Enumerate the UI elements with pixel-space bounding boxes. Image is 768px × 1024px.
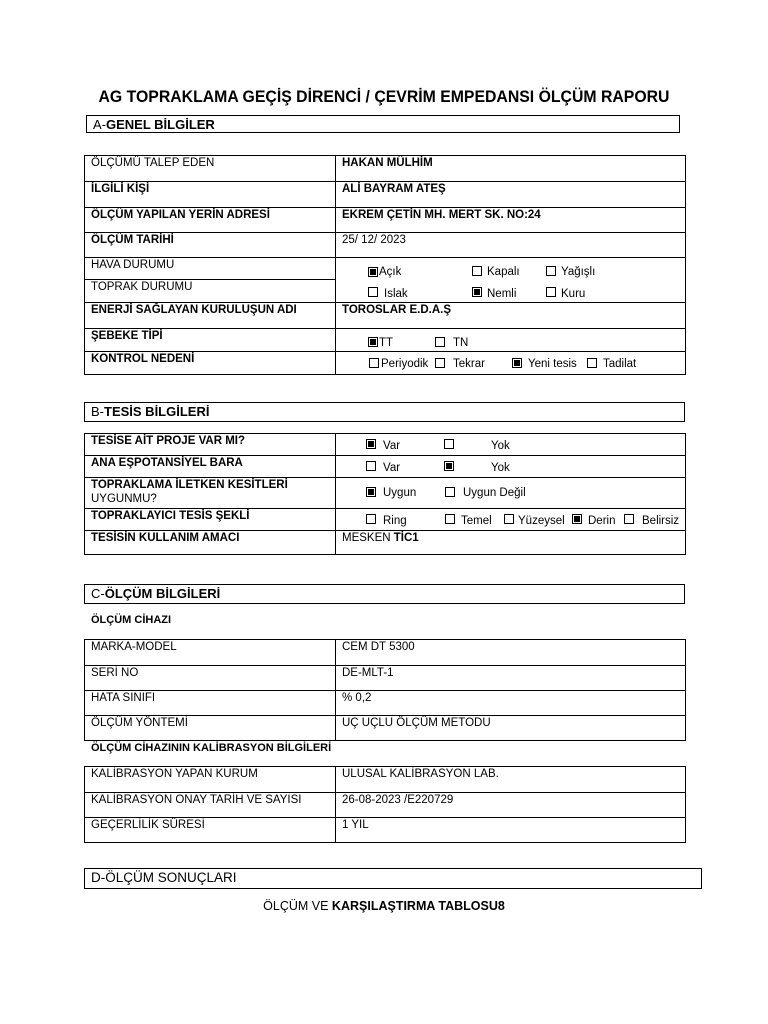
hava-kapali-checkbox[interactable] [472,266,482,276]
proje-var-checkbox[interactable] [366,439,376,449]
section-d-title: D-ÖLÇÜM SONUÇLARI [91,870,237,885]
kontrol-options [336,352,686,375]
sekil-ring-checkbox[interactable] [366,514,376,524]
calibration-table [84,766,686,843]
iletken-label-line2: UYGUNMU? [91,493,157,505]
sekil-yuzeysel-label: Yüzeysel [518,515,565,527]
comparison-table-title [0,899,768,913]
kontrol-tekrar-checkbox[interactable] [435,358,445,368]
adres-label: ÖLÇÜM YAPILAN YERİN ADRESİ [85,208,336,233]
section-b-prefix: B- [91,404,104,419]
kurum-value: TOROSLAR E.D.A.Ş [336,303,686,329]
proje-label: TESİSE AİT PROJE VAR MI? [85,434,336,456]
bara-options [336,456,686,478]
toprak-kuru-label: Kuru [561,288,586,300]
kontrol-tadilat-label: Tadilat [603,358,637,370]
section-b-header [84,402,685,422]
bara-label: ANA EŞPOTANSİYEL BARA [85,456,336,478]
kal-tarih-label: KALİBRASYON ONAY TARİH VE SAYISI [85,793,336,818]
iletken-uygun-label: Uygun [383,487,417,499]
bara-var-checkbox[interactable] [366,461,376,471]
proje-options [336,434,686,456]
section-c-header [84,584,685,604]
section-a-prefix: A- [93,117,106,132]
sebeke-label: ŞEBEKE TİPİ [85,329,336,352]
sebeke-tt-checkbox[interactable] [368,337,378,347]
iletken-uygundegil-checkbox[interactable] [445,487,455,497]
bara-yok-label: Yok [491,462,510,474]
adres-value: EKREM ÇETİN MH. MERT SK. NO:24 [336,208,686,233]
sekil-belirsiz-checkbox[interactable] [624,514,634,524]
hava-options [336,258,686,303]
seri-label: SERİ NO [85,666,336,691]
kisi-value: ALİ BAYRAM ATEŞ [336,182,686,208]
hata-value: % 0,2 [336,691,686,716]
kontrol-tekrar-label: Tekrar [453,358,485,370]
hava-yagisli-checkbox[interactable] [546,266,556,276]
sebeke-tt-label: TT [379,337,394,349]
device-table [84,639,686,741]
talep-label: ÖLÇÜMÜ TALEP EDEN [85,156,336,182]
tarih-label: ÖLÇÜM TARİHİ [85,233,336,258]
kal-sure-label: GEÇERLİLİK SÜRESİ [85,818,336,843]
kontrol-yenitesis-label: Yeni tesis [528,358,577,370]
amac-label: TESİSİN KULLANIM AMACI [85,531,336,555]
sekil-yuzeysel-checkbox[interactable] [504,514,514,524]
yontem-value: UÇ UÇLU ÖLÇÜM METODU [336,716,686,741]
kalibrasyon-heading: ÖLÇÜM CİHAZININ KALİBRASYON BİLGİLERİ [91,742,332,754]
marka-value: CEM DT 5300 [336,640,686,666]
hava-acik-label: Açık [379,266,402,278]
toprak-nemli-checkbox[interactable] [472,287,482,297]
kontrol-periyodik-checkbox[interactable] [369,358,379,368]
hava-label: HAVA DURUMU [85,258,336,280]
section-b-title: TESİS BİLGİLERİ [104,404,210,419]
section-c-title: ÖLÇÜM BİLGİLERİ [104,586,221,601]
toprak-label: TOPRAK DURUMU [85,279,336,302]
iletken-uygundegil-label: Uygun Değil [463,487,526,499]
yontem-label: ÖLÇÜM YÖNTEMİ [85,716,336,741]
section-a-header [86,115,680,133]
sekil-options [336,509,686,531]
kal-kurum-label: KALİBRASYON YAPAN KURUM [85,767,336,793]
sebeke-tn-label: TN [453,337,469,349]
seri-value: DE-MLT-1 [336,666,686,691]
amac-value [336,531,686,555]
hava-yagisli-label: Yağışlı [561,266,596,278]
proje-yok-label: Yok [491,440,510,452]
amac-value-code: TİC1 [393,532,419,544]
marka-label: MARKA-MODEL [85,640,336,666]
kontrol-periyodik-label: Periyodik [381,358,429,370]
sebeke-options [336,329,686,352]
sekil-label: TOPRAKLAYICI TESİS ŞEKLİ [85,509,336,531]
sekil-temel-checkbox[interactable] [445,514,455,524]
sekil-derin-label: Derin [588,515,616,527]
iletken-options [336,478,686,509]
tarih-value: 25/ 12/ 2023 [336,233,686,258]
bara-yok-checkbox[interactable] [444,461,454,471]
facility-info-table [84,433,686,555]
talep-value: HAKAN MÜLHİM [336,156,686,182]
kisi-label: İLGİLİ KİŞİ [85,182,336,208]
report-title: AG TOPRAKLAMA GEÇİŞ DİRENCİ / ÇEVRİM EMPEDANSI ÖLÇÜM RAPORU [98,87,670,106]
sekil-temel-label: Temel [461,515,492,527]
proje-var-label: Var [383,440,401,452]
section-a-title: GENEL BİLGİLER [106,117,215,132]
kontrol-label: KONTROL NEDENİ [85,352,336,375]
toprak-islak-label: Islak [384,288,408,300]
cihaz-heading: ÖLÇÜM CİHAZI [91,614,172,626]
toprak-kuru-checkbox[interactable] [546,287,556,297]
proje-yok-checkbox[interactable] [444,439,454,449]
sebeke-tn-checkbox[interactable] [435,337,445,347]
toprak-nemli-label: Nemli [487,288,517,300]
kal-kurum-value: ULUSAL KALİBRASYON LAB. [336,767,686,793]
kontrol-yenitesis-checkbox[interactable] [512,358,522,368]
sekil-belirsiz-label: Belirsiz [642,515,680,527]
iletken-label-line1: TOPRAKLAMA İLETKEN KESİTLERİ [91,479,288,491]
sekil-derin-checkbox[interactable] [572,514,582,524]
kal-tarih-value: 26-08-2023 /E220729 [336,793,686,818]
hava-kapali-label: Kapalı [487,266,520,278]
amac-value-main: MESKEN [342,532,394,544]
kontrol-tadilat-checkbox[interactable] [587,358,597,368]
toprak-islak-checkbox[interactable] [368,287,378,297]
sekil-ring-label: Ring [383,515,407,527]
kurum-label: ENERJİ SAĞLAYAN KURULUŞUN ADI [85,303,336,329]
iletken-label [85,478,336,509]
kal-sure-value: 1 YIL [336,818,686,843]
general-info-table [84,155,686,375]
section-d-header [84,868,702,889]
hata-label: HATA SINIFI [85,691,336,716]
iletken-uygun-checkbox[interactable] [366,487,376,497]
section-c-prefix: C- [91,586,105,601]
bara-var-label: Var [383,462,401,474]
comparison-title-prefix: ÖLÇÜM VE [263,899,332,913]
comparison-title-bold: KARŞILAŞTIRMA TABLOSU8 [331,899,505,913]
hava-acik-checkbox[interactable] [368,267,378,277]
